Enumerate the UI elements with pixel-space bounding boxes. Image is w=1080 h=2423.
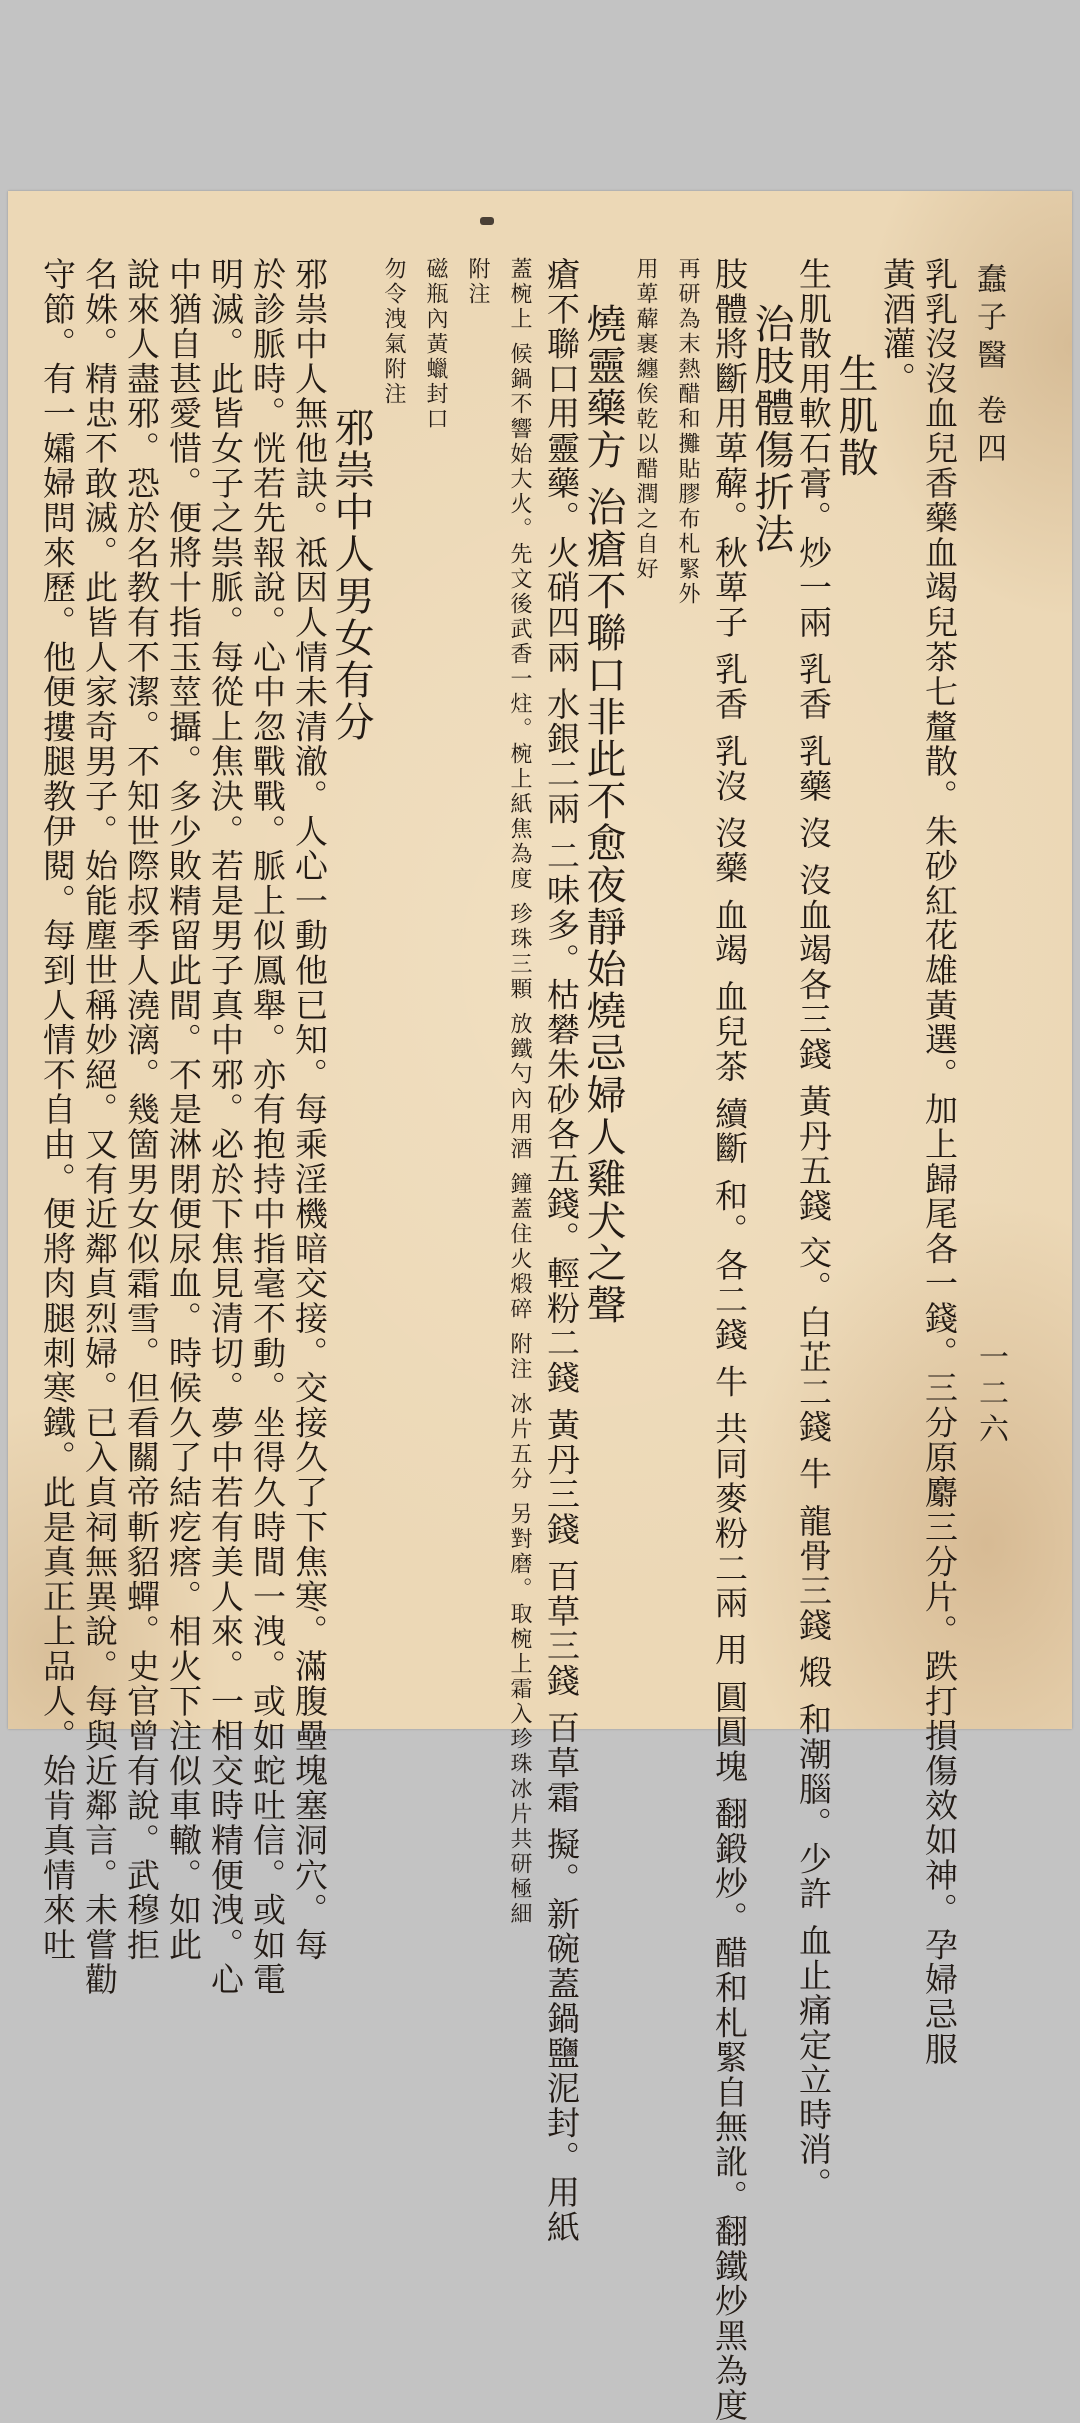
section-heading: 燒靈藥方 治瘡不聯口非此不愈夜靜始燒忌婦人雞犬之聲 xyxy=(580,303,626,1326)
text-column: 黃酒灌。 xyxy=(878,257,917,397)
ink-mark xyxy=(480,217,494,225)
book-page xyxy=(8,191,1072,2423)
annotation-column: 蓋椀上 候鍋不響始大火。先文後武香一炷。椀上紙焦為度 珍珠三顆 放鐵勺內用酒 鐘蓋住火煅碎 附注 冰片五分 另對磨。取椀上霜入珍珠冰片共研極細 xyxy=(507,257,532,1927)
running-header-title: 蠢子醫 卷四 xyxy=(971,263,1006,471)
section-heading: 生肌散 xyxy=(832,353,878,479)
text-column: 明滅。此皆女子之祟脈。每從上焦決。若是男子真中邪。必於下焦見清切。夢中若有美人來。一相交時精便洩。心 xyxy=(206,257,245,1997)
text-column: 中猶自甚愛惜。便將十指玉莖攝。多少敗精留此間。不是淋閉便尿血。時候久了結疙瘩。相火下注似車轍。如此 xyxy=(164,257,203,1963)
text-column: 於診脈時。恍若先報說。心中忽戰戰。脈上似鳳舉。亦有抱持中指毫不動。坐得久時間一洩。或如蛇吐信。或如電 xyxy=(248,257,287,1997)
text-column: 邪祟中人無他訣。祗因人情未清澈。人心一動他已知。每乘淫機暗交接。交接久了下焦寒。滿腹壘塊塞洞穴。每 xyxy=(290,257,329,1963)
section-heading: 邪祟中人男女有分 xyxy=(328,407,374,743)
annotation-column: 附注 xyxy=(465,257,490,307)
annotation-column: 再研為末熱醋和攤貼膠布札緊外 xyxy=(675,257,700,607)
section-heading: 治肢體傷折法 xyxy=(748,303,794,555)
text-column: 說來人盡邪。恐於名教有不潔。不知世際叔季人澆漓。幾箇男女似霜雪。但看關帝斬貂蟬。史官曾有說。武穆拒 xyxy=(122,257,161,1963)
text-column: 肢體將斷用萆薢。秋萆子 乳香 乳沒 沒藥 血竭 血兒茶 續斷 和。各二錢 牛 共同麥粉二兩 用 圓圓塊 翻鍛炒。醋和札緊自無訛。翻鐵炒黑為度 xyxy=(710,257,749,2423)
body-text xyxy=(38,257,960,2423)
page-number: 一二六 xyxy=(973,1341,1008,1449)
annotation-column: 用萆薢裹纏俟乾以醋潤之自好 xyxy=(633,257,658,582)
text-column: 生肌散用軟石膏。炒一兩 乳香 乳藥 沒 沒血竭各三錢 黃丹五錢 交。白芷二錢 牛 龍骨三錢 煅 和潮腦。少許 血止痛定立時消。 xyxy=(794,257,833,2202)
text-column: 瘡不聯口用靈藥。火硝四兩 水銀二兩 二味多。枯礬朱砂各五錢。輕粉二錢 黃丹三錢 百草三錢 百草霜 擬。新碗蓋鍋鹽泥封。用紙 xyxy=(542,257,581,2245)
text-column: 守節。有一孀婦問來歷。他便摟腿教伊閱。每到人情不自由。便將肉腿刺寒鐵。此是真正上品人。始肯真情來吐 xyxy=(38,257,77,1963)
text-column: 名姝。精忠不敢滅。此皆人家奇男子。始能塵世稱妙絕。又有近鄰貞烈婦。已入貞祠無異說。每與近鄰言。未嘗勸 xyxy=(80,257,119,1997)
annotation-column: 磁瓶內黃蠟封口 xyxy=(423,257,448,432)
text-column: 乳乳沒沒血兒香藥血竭兒茶七釐散。朱砂紅花雄黃選。加上歸尾各一錢。三分原麝三分片。跌打損傷效如神。孕婦忌服 xyxy=(920,257,959,2067)
annotation-column: 勿令洩氣附注 xyxy=(381,257,406,407)
